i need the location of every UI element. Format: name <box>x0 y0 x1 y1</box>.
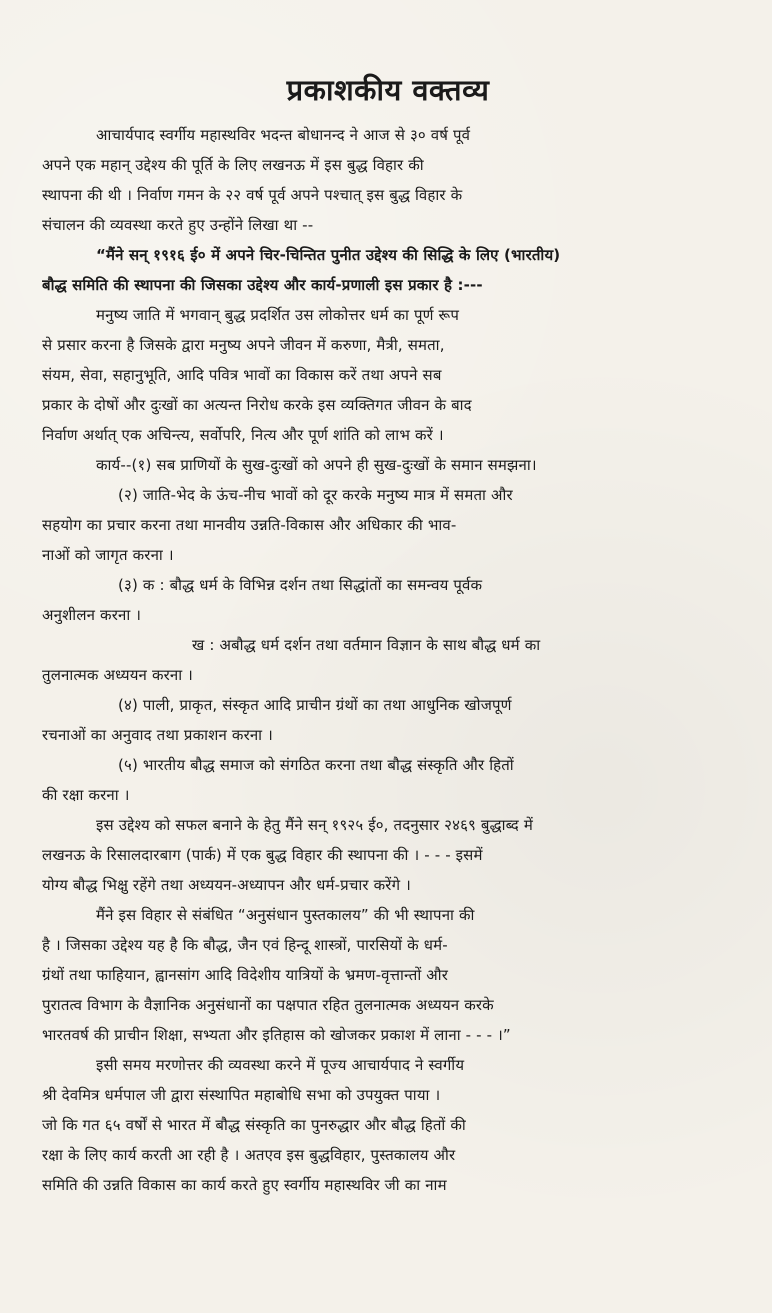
objective-line: नाओं को जागृत करना । <box>42 546 174 564</box>
objective-line: (२) जाति-भेद के ऊंच-नीच भावों को दूर करके मनुष्य मात्र में समता और <box>118 486 513 504</box>
text-line: है । जिसका उद्देश्य यह है कि बौद्ध, जैन एवं हिन्दू शास्त्रों, पारसियों के धर्म- <box>42 936 448 954</box>
document-body <box>42 120 734 1200</box>
objective-line: (३) क : बौद्ध धर्म के विभिन्न दर्शन तथा सिद्धांतों का समन्वय पूर्वक <box>118 576 483 594</box>
text-line: ग्रंथों तथा फाहियान, ह्वानसांग आदि विदेशीय यात्रियों के भ्रमण-वृत्तान्तों और <box>42 966 449 984</box>
text-line: संचालन की व्यवस्था करते हुए उन्होंने लिखा था -- <box>42 216 314 234</box>
text-line: मनुष्य जाति में भगवान् बुद्ध प्रदर्शित उस लोकोत्तर धर्म का पूर्ण रूप <box>96 306 460 324</box>
objective-line: अनुशीलन करना । <box>42 606 142 624</box>
objective-line: (४) पाली, प्राकृत, संस्कृत आदि प्राचीन ग्रंथों का तथा आधुनिक खोजपूर्ण <box>118 696 512 714</box>
text-line: से प्रसार करना है जिसके द्वारा मनुष्य अपने जीवन में करुणा, मैत्री, समता, <box>42 336 445 354</box>
text-line: पुरातत्व विभाग के वैज्ञानिक अनुसंधानों का पक्षपात रहित तुलनात्मक अध्ययन करके <box>42 996 494 1014</box>
text-line: लखनऊ के रिसालदारबाग (पार्क) में एक बुद्ध विहार की स्थापना की । - - - इसमें <box>42 846 483 864</box>
text-line: स्थापना की थी । निर्वाण गमन के २२ वर्ष पूर्व अपने पश्चात् इस बुद्ध विहार के <box>42 186 463 204</box>
quoted-line: “मैंने सन् १९१६ ई० में अपने चिर-चिन्तित पुनीत उद्देश्य की सिद्धि के लिए (भारतीय) <box>96 246 561 264</box>
objective-line: की रक्षा करना । <box>42 786 130 804</box>
text-line: इस उद्देश्य को सफल बनाने के हेतु मैंने सन् १९२५ ई०, तदनुसार २४६९ बुद्धाब्द में <box>96 816 533 834</box>
text-line: अपने एक महान् उद्देश्य की पूर्ति के लिए लखनऊ में इस बुद्ध विहार की <box>42 156 424 174</box>
text-line: इसी समय मरणोत्तर की व्यवस्था करने में पूज्य आचार्यपाद ने स्वर्गीय <box>96 1056 465 1074</box>
text-line: भारतवर्ष की प्राचीन शिक्षा, सभ्यता और इतिहास को खोजकर प्रकाश में लाना - - - ।” <box>42 1026 511 1044</box>
objective-line: सहयोग का प्रचार करना तथा मानवीय उन्नति-विकास और अधिकार की भाव- <box>42 516 457 534</box>
text-line: संयम, सेवा, सहानुभूति, आदि पवित्र भावों का विकास करें तथा अपने सब <box>42 366 442 384</box>
objective-line: रचनाओं का अनुवाद तथा प्रकाशन करना । <box>42 726 273 744</box>
page-title: प्रकाशकीय वक्तव्य <box>286 73 490 107</box>
text-line: श्री देवमित्र धर्मपाल जी द्वारा संस्थापित महाबोधि सभा को उपयुक्त पाया । <box>42 1086 441 1104</box>
text-line: समिति की उन्नति विकास का कार्य करते हुए स्वर्गीय महास्थविर जी का नाम <box>42 1176 447 1194</box>
quoted-line: बौद्ध समिति की स्थापना की जिसका उद्देश्य और कार्य-प्रणाली इस प्रकार है :--- <box>42 276 483 294</box>
text-line: निर्वाण अर्थात् एक अचिन्त्य, सर्वोपरि, नित्य और पूर्ण शांति को लाभ करें । <box>42 426 444 444</box>
text-line: योग्य बौद्ध भिक्षु रहेंगे तथा अध्ययन-अध्यापन और धर्म-प्रचार करेंगे । <box>42 876 411 894</box>
objective-line: ख : अबौद्ध धर्म दर्शन तथा वर्तमान विज्ञान के साथ बौद्ध धर्म का <box>192 636 541 654</box>
text-line: प्रकार के दोषों और दुःखों का अत्यन्त निरोध करके इस व्यक्तिगत जीवन के बाद <box>42 396 472 414</box>
objective-line: तुलनात्मक अध्ययन करना । <box>42 666 194 684</box>
text-line: आचार्यपाद स्वर्गीय महास्थविर भदन्त बोधानन्द ने आज से ३० वर्ष पूर्व <box>96 126 471 144</box>
text-line: रक्षा के लिए कार्य करती आ रही है । अतएव इस बुद्धविहार, पुस्तकालय और <box>42 1146 456 1164</box>
text-line: मैंने इस विहार से संबंधित “अनुसंधान पुस्तकालय” की भी स्थापना की <box>96 906 475 924</box>
objective-line: (५) भारतीय बौद्ध समाज को संगठित करना तथा बौद्ध संस्कृति और हितों <box>118 756 514 774</box>
objective-line: कार्य--(१) सब प्राणियों के सुख-दुःखों को अपने ही सुख-दुःखों के समान समझना। <box>96 456 537 474</box>
text-line: जो कि गत ६५ वर्षों से भारत में बौद्ध संस्कृति का पुनरुद्धार और बौद्ध हितों की <box>42 1116 466 1134</box>
